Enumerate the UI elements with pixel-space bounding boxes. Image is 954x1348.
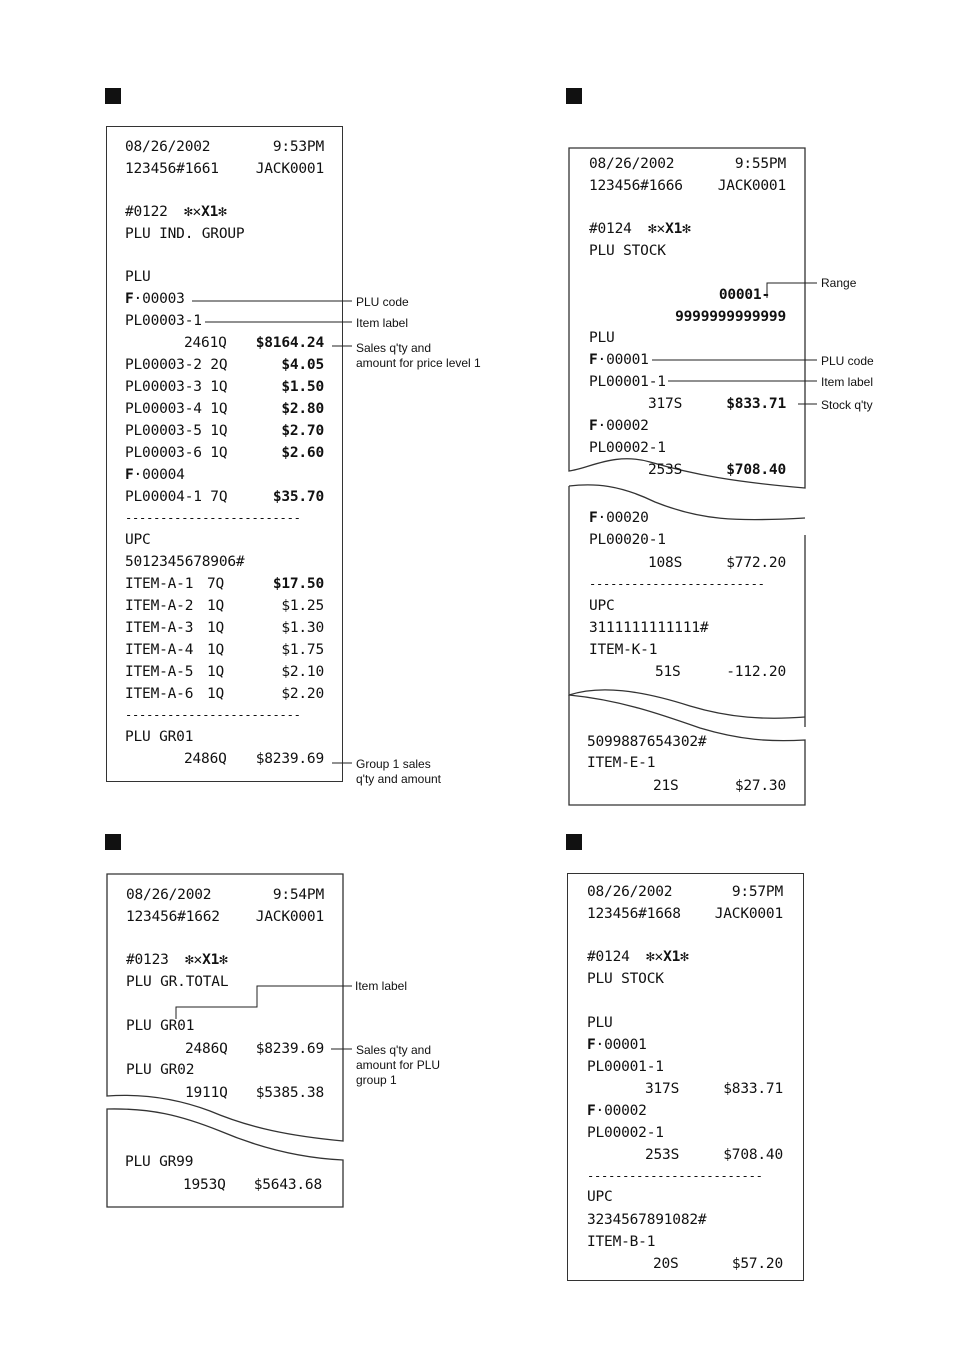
report-title: PLU GR.TOTAL [126,974,229,990]
mode-symbol: ✻✕X1✻ [646,949,689,965]
group-label: PLU GR99 [125,1154,194,1170]
price-row-amount: $2.70 [281,423,324,439]
stock-qty: 253S [645,1147,680,1163]
price-row-label: PL00003-4 1Q [125,401,228,417]
report-title: PLU IND. GROUP [125,226,245,242]
item-label: PL00001-1 [589,374,666,390]
upc-row-label: ITEM-A-3 [125,620,194,636]
lvl1-amount: $8164.24 [255,335,324,351]
plu-code-row: F·00002 [587,1103,647,1119]
plu-code-row: F·00001 [587,1037,647,1053]
mode-symbol: ✻✕X1✻ [184,204,227,220]
stock-amount: $708.40 [723,1147,783,1163]
upc-code: 3111111111111# [589,620,709,636]
group-amount: $5385.38 [255,1085,324,1101]
plu-code-icon: F [589,510,598,526]
price-row-label: PL00003-3 1Q [125,379,228,395]
annotation-sales-group: Sales q'ty and amount for PLU group 1 [356,1043,441,1087]
upc-code: 3234567891082# [587,1212,707,1228]
stock-qty: 317S [648,396,683,412]
upc-amount: $27.30 [734,778,786,794]
range-start: 00001- [718,287,770,303]
plu-code-row-2: F·00004 [125,467,185,483]
price-row-label: PL00003-2 2Q [125,357,228,373]
plu-code-icon: F [589,418,598,434]
report-number: #0122 [125,204,168,220]
price-row-label: PL00004-1 7Q [125,489,228,505]
mode-label: X1 [202,952,220,968]
annotation-item-label: Item label [356,316,409,330]
annotation-plu-code: PLU code [356,295,409,309]
annotation-plu-code: PLU code [821,354,874,368]
divider: ------------------------- [589,577,765,591]
plu-code-icon: F [125,467,134,483]
group-qty: 1911Q [185,1085,228,1101]
upc-label: ITEM-E-1 [587,755,656,771]
group-qty: 2486Q [184,751,227,767]
group-amount: $5643.68 [253,1177,322,1193]
upc-row-qty: 1Q [207,620,225,636]
plu-code: 00002 [604,1103,647,1119]
report-time: 9:55PM [734,156,786,172]
upc-row-label: ITEM-A-5 [125,664,194,680]
annotation-group-sales: Group 1 sales q'ty and amount [356,757,442,786]
annotation-item-label: Item label [355,979,408,993]
group-amount: $8239.69 [255,751,324,767]
plu-code: 00002 [606,418,649,434]
upc-amount: $57.20 [731,1256,783,1272]
plu-code-row: F·00020 [589,510,649,526]
upc-row-qty: 7Q [207,576,225,592]
divider: ------------------------- [587,1169,763,1183]
stock-qty: 108S [648,555,683,571]
group-label: PLU GR01 [125,729,194,745]
upc-row-amount: $1.75 [281,642,324,658]
item-label: PL00020-1 [589,532,666,548]
upc-row-amount: $17.50 [272,576,324,592]
price-row-amount: $2.80 [281,401,324,417]
report-time: 9:54PM [272,887,324,903]
price-row-amount: $1.50 [281,379,324,395]
item-label: PL00002-1 [589,440,666,456]
section-plu: PLU [125,269,151,285]
report-date: 08/26/2002 [126,887,212,903]
annotation-range: Range [821,276,857,290]
stock-qty: 253S [648,462,683,478]
upc-row-qty: 1Q [207,642,225,658]
report-date: 08/26/2002 [125,139,211,155]
plu-code-icon: F [587,1103,596,1119]
report-number: #0123 [126,952,169,968]
report-number: #0124 [587,949,630,965]
stock-amount: $833.71 [723,1081,783,1097]
stock-amount: $772.20 [726,555,786,571]
clerk-name: JACK0001 [255,909,324,925]
plu-code: 00020 [606,510,649,526]
clerk-name: JACK0001 [714,906,783,922]
section-upc: UPC [589,598,615,614]
report-date: 08/26/2002 [589,156,675,172]
plu-code-row: F·00002 [589,418,649,434]
annotation-stock-qty: Stock q'ty [821,398,873,412]
plu-code-icon: F [587,1037,596,1053]
upc-code: 5012345678906# [125,554,245,570]
price-row-amount: $2.60 [281,445,324,461]
price-row-amount: $35.70 [272,489,324,505]
upc-row-qty: 1Q [207,686,225,702]
annotation-sales-level1: Sales q'ty and amount for price level 1 [356,341,481,370]
mode-label: X1 [665,221,683,237]
plu-code: 00003 [142,291,185,307]
plu-code-2: 00004 [142,467,185,483]
report-time: 9:53PM [272,139,324,155]
plu-code-icon: F [125,291,134,307]
group-label: PLU GR01 [126,1018,195,1034]
stock-qty: 317S [645,1081,680,1097]
report-date: 08/26/2002 [587,884,673,900]
section-plu: PLU [589,330,615,346]
mode-symbol: ✻✕X1✻ [185,952,228,968]
upc-row-amount: $2.20 [281,686,324,702]
upc-row-label: ITEM-A-4 [125,642,194,658]
upc-label: ITEM-K-1 [589,642,658,658]
divider: ------------------------- [125,708,301,722]
upc-qty: 21S [653,778,679,794]
upc-row-label: ITEM-A-6 [125,686,194,702]
section-upc: UPC [587,1189,613,1205]
upc-amount: -112.20 [726,664,786,680]
section-plu: PLU [587,1015,613,1031]
divider: ------------------------- [125,511,301,525]
upc-row-label: ITEM-A-2 [125,598,194,614]
upc-row-amount: $2.10 [281,664,324,680]
stock-amount: $833.71 [726,396,786,412]
item-label: PL00002-1 [587,1125,664,1141]
plu-code-row: F·00001 [589,352,649,368]
group-amount: $8239.69 [255,1041,324,1057]
report-title: PLU STOCK [587,971,664,987]
upc-label: ITEM-B-1 [587,1234,656,1250]
upc-row-label: ITEM-A-1 [125,576,194,592]
report-time: 9:57PM [731,884,783,900]
price-row-label: PL00003-6 1Q [125,445,228,461]
report-number: #0124 [589,221,632,237]
upc-qty: 51S [655,664,681,680]
report-id: 123456#1661 [125,161,219,177]
group-label: PLU GR02 [126,1062,195,1078]
lvl1-qty: 2461Q [184,335,227,351]
group-qty: 1953Q [183,1177,226,1193]
mode-symbol: ✻✕X1✻ [648,221,691,237]
item-label: PL00001-1 [587,1059,664,1075]
upc-code: 5099887654302# [587,734,707,750]
plu-code: 00001 [606,352,649,368]
stock-amount: $708.40 [726,462,786,478]
price-row-amount: $4.05 [281,357,324,373]
clerk-name: JACK0001 [255,161,324,177]
price-row-label: PL00003-5 1Q [125,423,228,439]
mode-label: X1 [201,204,219,220]
section-upc: UPC [125,532,151,548]
upc-qty: 20S [653,1256,679,1272]
report-id: 123456#1662 [126,909,220,925]
clerk-name: JACK0001 [717,178,786,194]
item-label: PL00003-1 [125,313,202,329]
range-end: 9999999999999 [675,309,786,325]
group-qty: 2486Q [185,1041,228,1057]
annotation-item-label: Item label [821,375,874,389]
plu-code-row: F·00003 [125,291,185,307]
upc-row-qty: 1Q [207,598,225,614]
report-id: 123456#1666 [589,178,683,194]
report-id: 123456#1668 [587,906,681,922]
report-title: PLU STOCK [589,243,666,259]
upc-row-qty: 1Q [207,664,225,680]
plu-code-icon: F [589,352,598,368]
mode-label: X1 [663,949,681,965]
plu-code: 00001 [604,1037,647,1053]
upc-row-amount: $1.30 [281,620,324,636]
upc-row-amount: $1.25 [281,598,324,614]
